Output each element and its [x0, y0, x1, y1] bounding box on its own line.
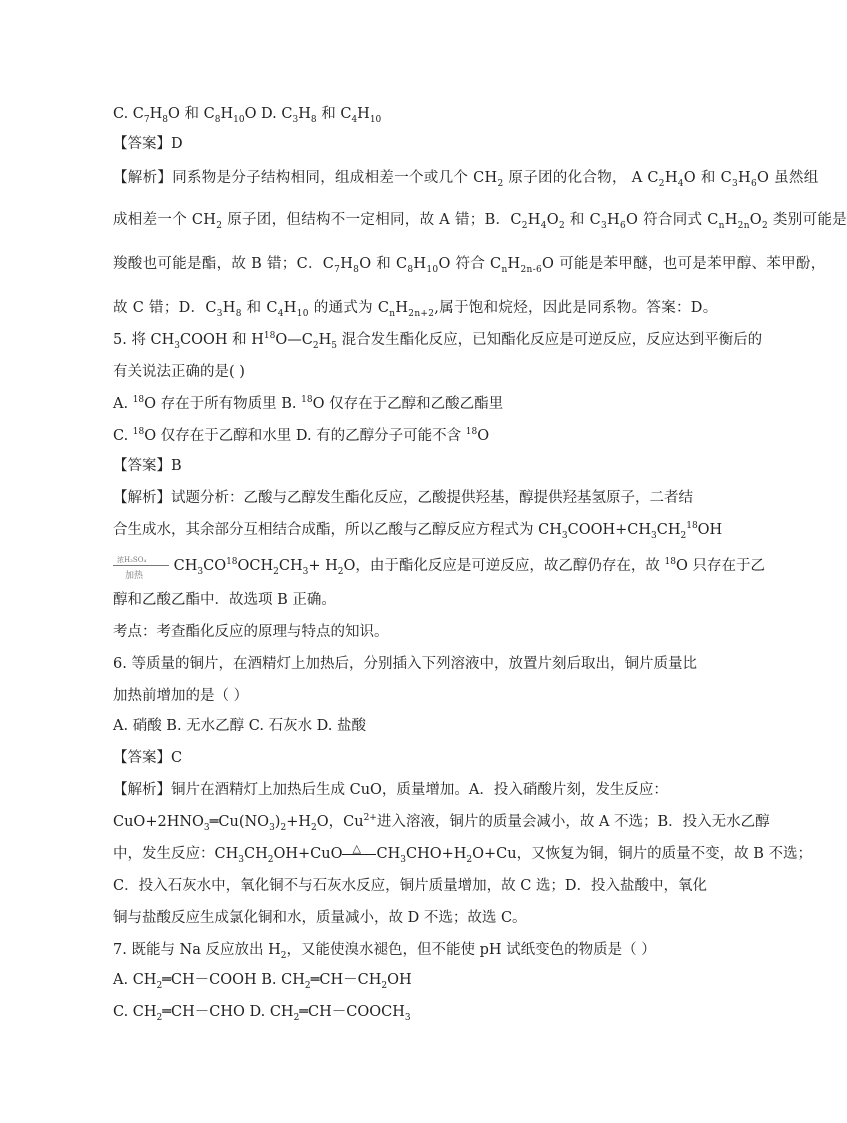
q5-test-point: 考点：考查酯化反应的原理与特点的知识。	[113, 624, 389, 640]
q6-explanation-line-3b: $CH_3CHO+H_2O+Cu$，又恢复为铜，铜片的质量不变，故 B 不选；	[376, 846, 812, 865]
heating-arrow-line	[342, 854, 376, 855]
heating-arrow	[342, 842, 376, 863]
q4-options-cd: C. $C_7H_8O$ 和 $C_8H_{10}O$ D. $C_3H_8$ 和 $C_4H_{10}$	[113, 106, 382, 125]
q7-options-cd: C. $CH_2═CH-CHO$ D. $CH_2═CH-COOCH_3$	[113, 1004, 411, 1023]
q6-answer: 【答案】C	[113, 750, 183, 766]
q5-answer: 【答案】B	[113, 458, 182, 474]
q6-explanation-line-5: 铜与盐酸反应生成氯化铜和水，质量减小，故 D 不选；故选 C。	[113, 910, 527, 926]
q5-explanation-line-3	[113, 556, 765, 581]
q7-options-ab: A. $CH_2═CH-COOH$ B. $CH_2═CH-CH_2OH$	[113, 972, 412, 991]
q5-explanation-line-3-text: $CH_3CO^{18}OCH_2CH_3+ H_2O$，由于酯化反应是可逆反应，故乙醇仍存在，故 $^{18}$O 只存在于乙	[169, 557, 765, 577]
q6-explanation-line-3	[113, 844, 812, 864]
esterification-arrow	[113, 556, 169, 581]
q5-stem-line-1: 5. 将 $CH_3COOH$ 和 $H^{18}O—C_2H_5$ 混合发生酯化反应，已知酯化反应是可逆反应，反应达到平衡后的	[113, 331, 763, 351]
q5-explanation-line-4: 醇和乙酸乙酯中．故选项 B 正确。	[113, 592, 336, 608]
q7-stem: 7. 既能与 Na 反应放出 $H_2$，又能使溴水褪色，但不能使 pH 试纸变色的物质是（ ）	[113, 942, 656, 961]
q6-stem-line-1: 6. 等质量的铜片，在酒精灯上加热后，分别插入下列溶液中，放置片刻后取出，铜片质量比	[113, 656, 697, 672]
q4-explanation-line-4: 故 C 错；D．$C_3H_8$ 和 $C_4H_{10}$ 的通式为 $C_nH_{2n+2}$,属于饱和烷烃，因此是同系物。答案：D。	[113, 300, 718, 319]
q6-stem-line-2: 加热前增加的是（ ）	[113, 688, 249, 704]
q4-explanation-line-2: 成相差一个 $CH_2$ 原子团，但结构不一定相同，故 A 错；B．$C_2H_4O_2$ 和 $C_3H_6O$ 符合同式 $C_nH_{2n}O_2$ 类别可能是	[113, 212, 847, 231]
q5-explanation-line-1: 【解析】试题分析：乙酸与乙醇发生酯化反应，乙酸提供羟基，醇提供羟基氢原子，二者结	[113, 490, 693, 506]
q6-explanation-line-3a: 中，发生反应：$CH_3CH_2OH+CuO$	[113, 846, 343, 865]
q6-options: A. 硝酸 B. 无水乙醇 C. 石灰水 D. 盐酸	[113, 718, 367, 734]
q5-stem-line-2: 有关说法正确的是( )	[113, 364, 245, 380]
arrow-condition-bottom: 加热	[125, 571, 144, 581]
q4-explanation-line-3: 羧酸也可能是酯，故 B 错；C．$C_7H_8O$ 和 $C_8H_{10}O$ 符合 $C_nH_{2n-6}O$ 可能是苯甲醚，也可是苯甲醇、苯甲酚，	[113, 256, 826, 275]
q5-options-ab: A. $^{18}$O 存在于所有物质里 B. $^{18}$O 仅存在于乙醇和乙酸乙酯里	[113, 395, 504, 412]
q6-explanation-line-1: 【解析】铜片在酒精灯上加热后生成 CuO，质量增加。A．投入硝酸片刻，发生反应：	[113, 782, 668, 798]
arrow-condition-top: 浓H₂SO₄	[117, 556, 147, 564]
q4-answer: 【答案】D	[113, 136, 183, 152]
q5-options-cd: C. $^{18}$O 仅存在于乙醇和水里 D. 有的乙醇分子可能不含 $^{18}$O	[113, 427, 490, 444]
q5-explanation-line-2: 合生成水，其余部分互相结合成酯，所以乙酸与乙醇反应方程式为 $CH_3COOH+CH_3CH_2^{18}OH$	[113, 521, 723, 541]
heating-symbol: △	[352, 842, 361, 855]
q6-explanation-line-2: $CuO+2HNO_3═Cu(NO_3)_2+H_2O$，$Cu^{2+}$进入溶液，铜片的质量会减小，故 A 不选；B．投入无水乙醇	[113, 813, 770, 833]
q4-explanation-line-1: 【解析】同系物是分子结构相同，组成相差一个或几个 $CH_2$ 原子团的化合物， A $C_2H_4O$ 和 $C_3H_6O$ 虽然组	[113, 170, 819, 189]
q6-explanation-line-4: C．投入石灰水中，氧化铜不与石灰水反应，铜片质量增加，故 C 选；D．投入盐酸中，氧化	[113, 878, 708, 894]
